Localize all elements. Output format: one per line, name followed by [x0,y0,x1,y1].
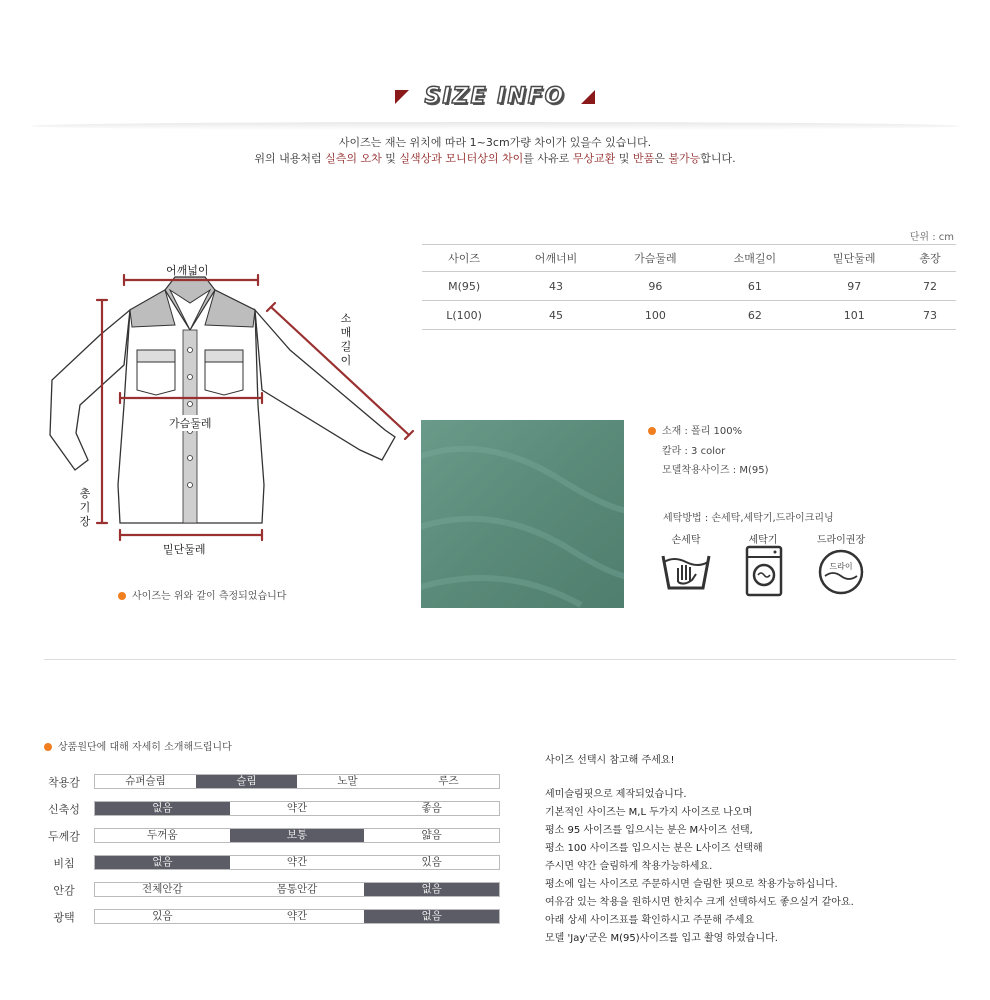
size-table-header: 사이즈 [422,245,506,272]
section-divider [44,659,956,660]
fabric-option: 얇음 [421,829,442,841]
dry-clean-icon [817,548,865,596]
fabric-option-selected: 없음 [364,910,499,923]
advice-line: 세미슬림핏으로 제작되었습니다. [545,789,687,800]
table-row [422,301,956,330]
fabric-option-selected: 없음 [364,883,499,896]
washing-machine-icon [745,545,783,597]
table-cell: 97 [805,272,904,301]
label-char: 소 [340,312,352,325]
advice-line: 평소에 입는 사이즈로 주문하시면 슬림한 핏으로 착용가능하십니다. [545,879,838,890]
svg-text:드라이: 드라이 [829,562,853,571]
fabric-option: 두꺼움 [147,829,178,841]
fabric-scale-bar [94,828,500,843]
size-table-header: 총장 [904,245,956,272]
fabric-scale-bar [94,882,500,897]
notice-part: 및 [381,152,400,165]
notice-part: 를 사유로 [523,152,573,165]
size-table [422,244,956,330]
table-cell: 61 [705,272,804,301]
notice-part: 실색상과 모니터상의 차이 [399,152,524,165]
label-hem: 밑단둘레 [163,543,206,556]
table-cell: 101 [805,301,904,330]
hand-wash-icon [660,548,712,596]
bullet-dot-icon [44,743,52,751]
fabric-option: 있음 [152,910,173,922]
fabric-row-name: 비침 [53,857,75,870]
title-triangle-left-icon [395,90,409,104]
fabric-row-name: 착용감 [48,776,80,789]
notice-part: 은 [654,152,669,165]
advice-line: 아래 상세 사이즈표를 확인하시고 주문해 주세요 [545,915,755,926]
notice-part: 실측의 오차 [325,152,382,165]
fabric-option: 슈퍼슬림 [125,775,166,787]
advice-line: 주시면 약간 슬림하게 착용가능하세요. [545,861,713,872]
fabric-scale-bar [94,909,500,924]
fabric-row-name: 두께감 [48,830,80,843]
size-info-title [0,84,990,109]
table-cell: 96 [606,272,705,301]
fabric-option: 약간 [286,802,308,814]
fabric-option-selected: 없음 [95,802,230,815]
fabric-row [44,774,500,789]
label-char: 기 [79,501,91,514]
fabric-scale-bar [94,855,500,870]
fabric-row [44,855,500,870]
fabric-option: 전체안감 [142,883,183,895]
size-table-header: 소매길이 [705,245,804,272]
care-label-dry: 드라이권장 [816,535,866,546]
care-label-hand-wash: 손세탁 [671,535,701,546]
label-char: 총 [79,487,91,500]
size-table-header: 가슴둘레 [606,245,705,272]
notice-part: 및 [615,152,633,165]
color-count: 칼라 : 3 color [662,446,726,457]
notice-part: 합니다. [700,152,736,165]
table-cell: 45 [506,301,605,330]
shirt-diagram [40,255,420,555]
model-size: 모델착용사이즈 : M(95) [662,465,769,476]
notice-part: 무상교환 [572,152,616,165]
bullet-dot-icon [118,592,126,600]
label-chest: 가슴둘레 [169,417,212,430]
bullet-dot-icon [648,427,656,435]
fabric-option: 노말 [337,775,358,787]
advice-heading: 사이즈 선택시 참고해 주세요! [545,755,675,766]
advice-line: 여유감 있는 착용을 원하시면 한치수 크게 선택하셔도 좋으실거 같아요. [545,897,854,908]
care-label-washer: 세탁기 [748,535,778,546]
label-sleeve [340,312,352,368]
unit-label: 단위 : cm [909,232,954,243]
table-cell: 72 [904,272,956,301]
table-cell: 43 [506,272,605,301]
label-char: 매 [340,326,352,339]
fabric-swatch [421,420,624,608]
advice-line: 평소 95 사이즈를 입으시는 분은 M사이즈 선택, [545,825,753,836]
fabric-row-name: 광택 [53,911,75,924]
title-triangle-right-icon [581,90,595,104]
fabric-row-name: 신축성 [48,803,80,816]
shirt-right-sleeve [255,310,395,460]
table-cell: 62 [705,301,804,330]
shirt-left-sleeve [50,310,130,470]
fabric-option: 좋음 [421,802,442,814]
fabric-scale-bar [94,801,500,816]
notice-line-1: 사이즈는 재는 위치에 따라 1~3cm가량 차이가 있을수 있습니다. [338,136,652,149]
fabric-row [44,828,500,843]
fabric-option: 몸통안감 [276,883,318,895]
table-cell: L(100) [422,301,506,330]
fabric-option: 루즈 [438,775,459,787]
label-shoulder: 어깨넓이 [166,264,209,277]
fabric-option: 약간 [286,856,308,868]
advice-line: 평소 100 사이즈를 입으시는 분은 L사이즈 선택해 [545,843,763,854]
table-cell: 100 [606,301,705,330]
fabric-row [44,801,500,816]
advice-line: 모델 'Jay'군은 M(95)사이즈를 입고 촬영 하였습니다. [545,933,778,944]
table-row [422,272,956,301]
diagram-note: 사이즈는 위와 같이 측정되었습니다 [118,587,286,602]
material: 소재 : 폴리 100% [648,422,742,437]
size-table-header: 밑단둘레 [805,245,904,272]
fabric-option-selected: 보통 [230,829,365,842]
title-text: SIZE INFO [424,84,566,109]
table-cell: M(95) [422,272,506,301]
label-char: 길 [340,340,352,353]
fabric-option-selected: 슬림 [196,775,297,788]
fabric-row [44,909,500,924]
fabric-row-name: 안감 [53,884,75,897]
size-table-header: 어깨너비 [506,245,605,272]
label-length [78,487,92,529]
notice-part: 불가능 [668,152,701,165]
fabric-heading: 상품원단에 대해 자세히 소개해드립니다 [44,738,232,753]
fabric-option: 있음 [421,856,442,868]
fabric-option: 약간 [286,910,308,922]
title-divider [30,122,960,130]
notice-part: 위의 내용처럼 [254,152,326,165]
fabric-scale-bar [94,774,500,789]
label-char: 장 [79,515,91,528]
label-char: 이 [340,354,352,367]
wash-method: 세탁방법 : 손세탁,세탁기,드라이크리닝 [663,513,834,524]
table-cell: 73 [904,301,956,330]
advice-line: 기본적인 사이즈는 M,L 두가지 사이즈로 나오며 [545,807,753,818]
notice-line-2 [0,150,990,166]
fabric-option-selected: 없음 [95,856,230,869]
notice-part: 반품 [632,152,655,165]
fabric-row [44,882,500,897]
